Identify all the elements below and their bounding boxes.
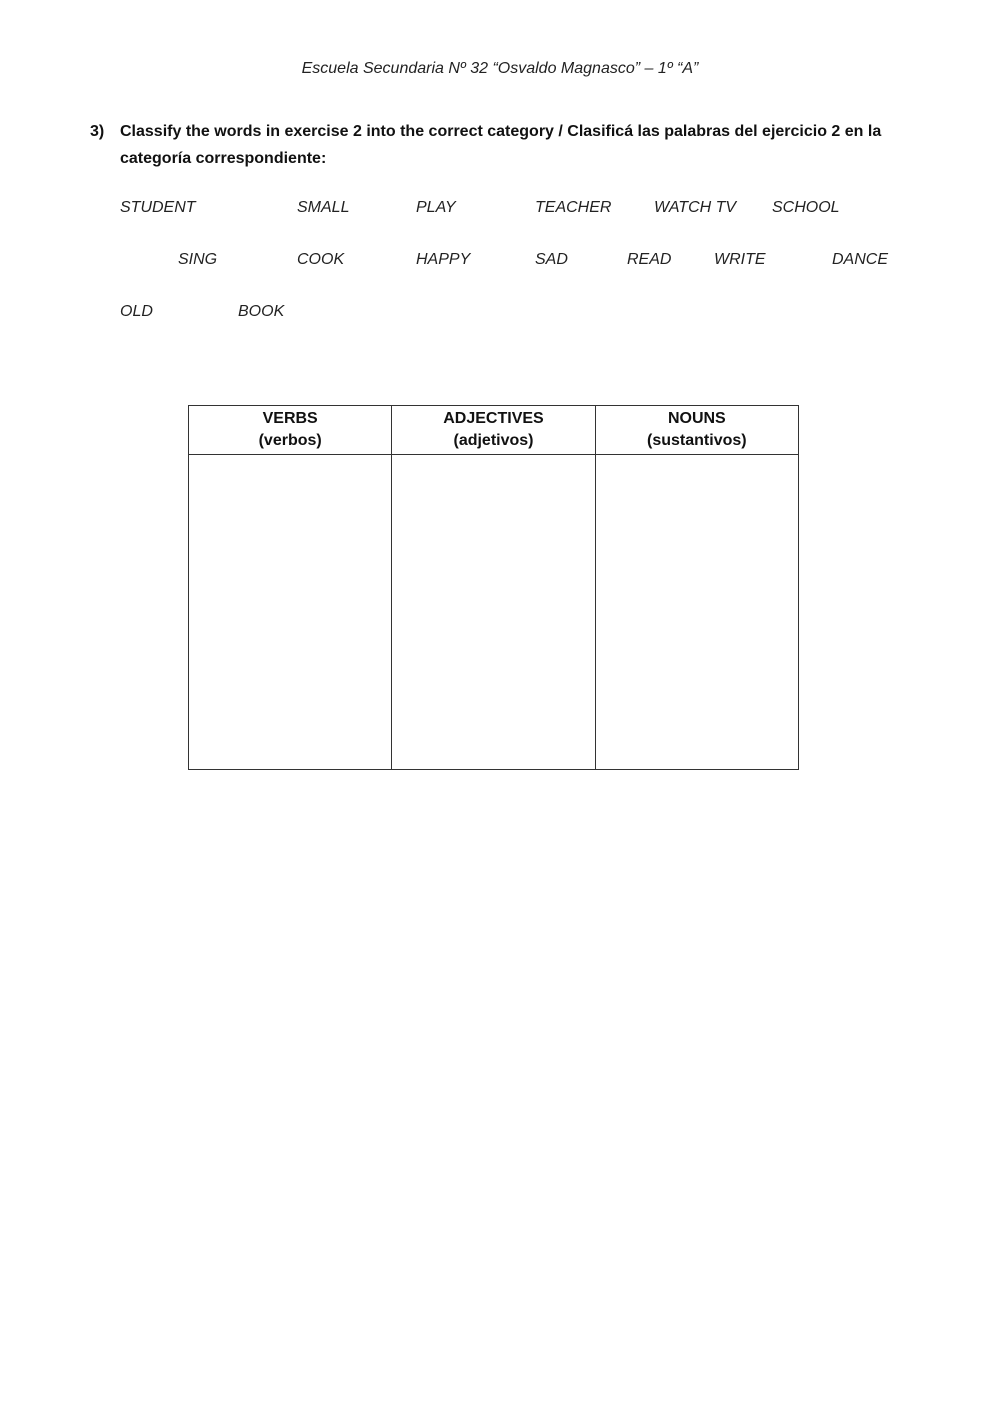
column-header-adjectives [392, 406, 595, 455]
column-subtitle: (verbos) [258, 432, 322, 449]
word-play[interactable]: PLAY [416, 199, 456, 216]
exercise-number: 3) [90, 123, 105, 140]
nouns-drop-cell[interactable] [595, 455, 798, 770]
word-write[interactable]: WRITE [714, 251, 766, 268]
word-read[interactable]: READ [627, 251, 672, 268]
word-sad[interactable]: SAD [535, 251, 568, 268]
verbs-drop-cell[interactable] [189, 455, 392, 770]
column-subtitle: (adjetivos) [453, 432, 534, 449]
column-title: ADJECTIVES [443, 410, 544, 427]
school-header: Escuela Secundaria Nº 32 “Osvaldo Magnasco” – 1º “A” [301, 60, 699, 77]
column-title: NOUNS [667, 410, 726, 427]
word-cook[interactable]: COOK [297, 251, 345, 268]
word-book[interactable]: BOOK [238, 303, 285, 320]
column-header-nouns [595, 406, 798, 455]
column-header-verbs [189, 406, 392, 455]
word-old[interactable]: OLD [120, 303, 153, 320]
adjectives-drop-cell[interactable] [392, 455, 595, 770]
word-student[interactable]: STUDENT [120, 199, 196, 216]
word-school[interactable]: SCHOOL [772, 199, 840, 216]
table-header-row [189, 406, 799, 455]
exercise-text: Classify the words in exercise 2 into the correct category / Clasificá las palabras del ejercicio 2 en la categoría correspondiente: [120, 123, 882, 167]
word-dance[interactable]: DANCE [832, 251, 889, 268]
word-sing[interactable]: SING [178, 251, 218, 268]
exercise-instruction [90, 118, 890, 172]
classification-table [188, 405, 799, 770]
word-watch-tv[interactable]: WATCH TV [654, 199, 737, 216]
column-subtitle: (sustantivos) [647, 432, 747, 449]
word-teacher[interactable]: TEACHER [535, 199, 612, 216]
word-small[interactable]: SMALL [297, 199, 350, 216]
column-title: VERBS [262, 410, 318, 427]
table-row [189, 455, 799, 770]
word-happy[interactable]: HAPPY [416, 251, 471, 268]
